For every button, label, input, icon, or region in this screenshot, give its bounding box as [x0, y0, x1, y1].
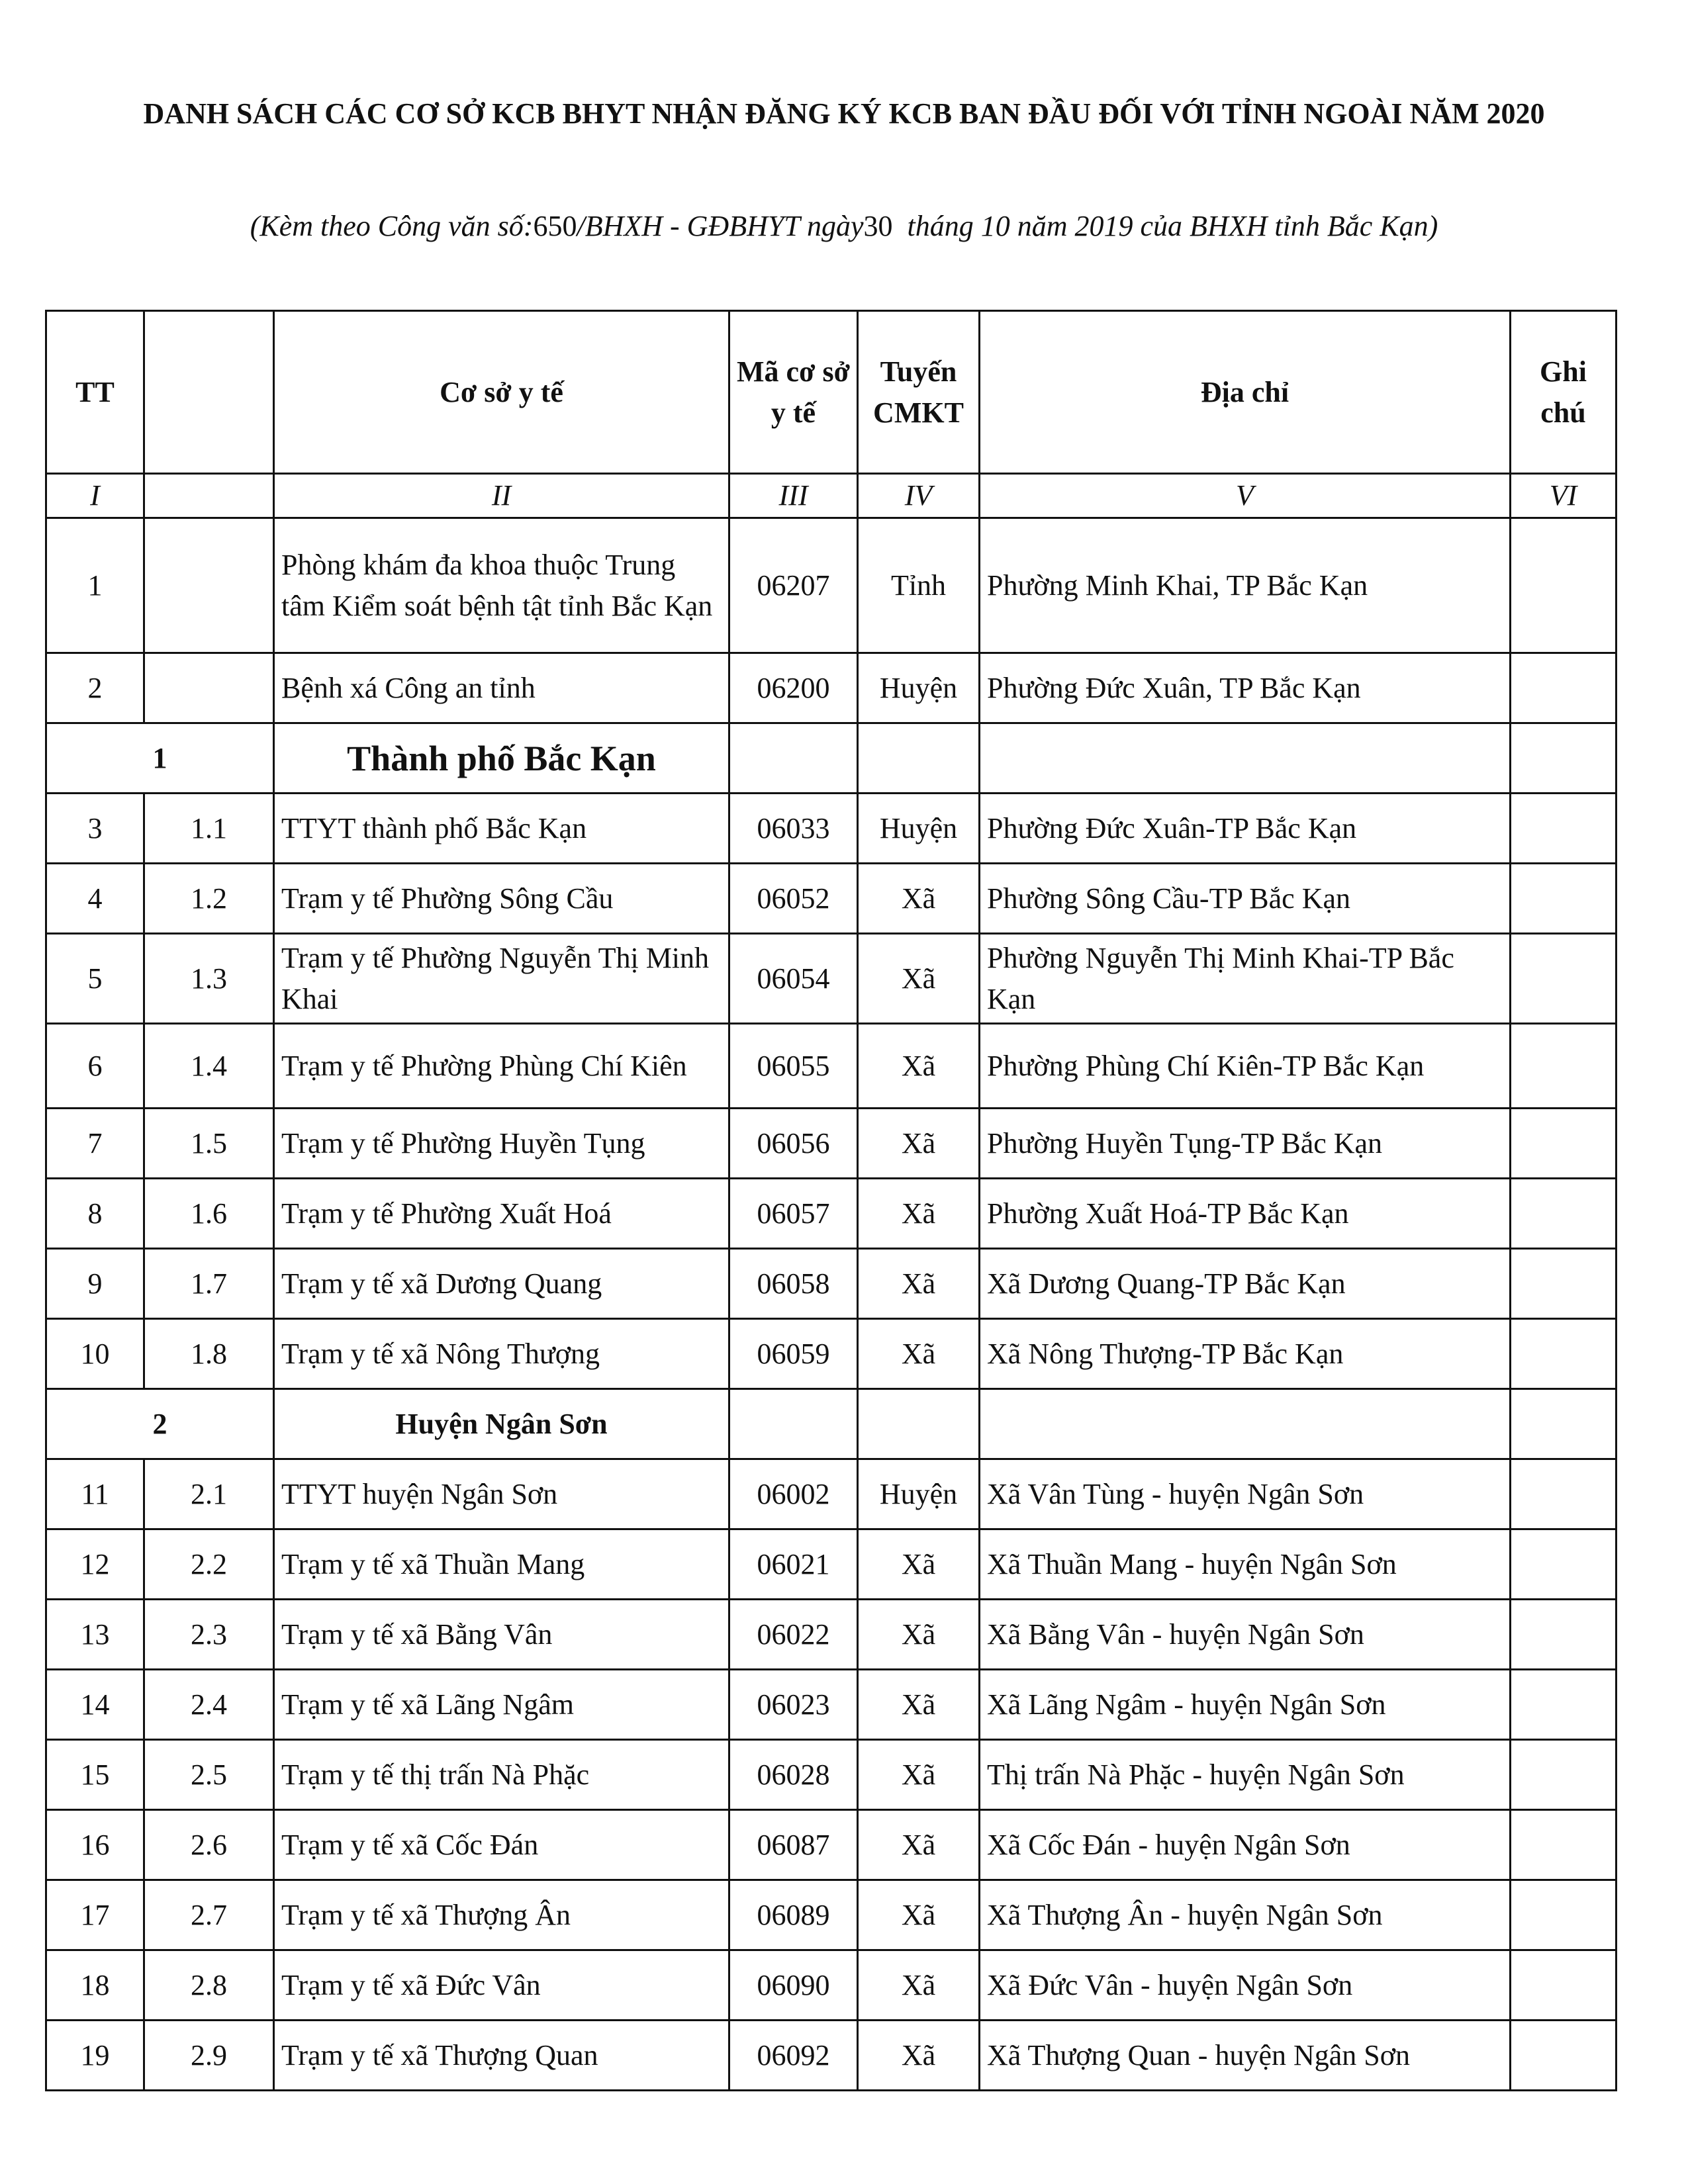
- roman-cell: VI: [1511, 474, 1617, 518]
- cell-sub: 1.6: [144, 1179, 274, 1249]
- cell-code: 06200: [729, 653, 858, 723]
- cell-facility: Trạm y tế xã Cốc Đán: [274, 1810, 729, 1880]
- subtitle-middle: /BHXH - GĐBHYT ngày: [577, 210, 864, 242]
- cell-tt: 8: [46, 1179, 144, 1249]
- cell-facility: Trạm y tế Phường Nguyễn Thị Minh Khai: [274, 934, 729, 1024]
- table-row: [46, 864, 1617, 934]
- empty-cell: [858, 723, 980, 794]
- cell-tt: 15: [46, 1740, 144, 1810]
- section-row: [46, 1389, 1617, 1459]
- cell-sub: 2.9: [144, 2021, 274, 2091]
- cell-address: Phường Nguyễn Thị Minh Khai-TP Bắc Kạn: [980, 934, 1511, 1024]
- table-row: [46, 2021, 1617, 2091]
- empty-cell: [729, 723, 858, 794]
- table-row: [46, 518, 1617, 653]
- cell-level: Xã: [858, 1950, 980, 2021]
- cell-tt: 4: [46, 864, 144, 934]
- cell-address: Phường Minh Khai, TP Bắc Kạn: [980, 518, 1511, 653]
- cell-address: Xã Bằng Vân - huyện Ngân Sơn: [980, 1600, 1511, 1670]
- cell-sub: 1.8: [144, 1319, 274, 1389]
- cell-code: 06056: [729, 1109, 858, 1179]
- subtitle-number: 650: [533, 210, 577, 242]
- table-row: [46, 1024, 1617, 1109]
- cell-code: 06054: [729, 934, 858, 1024]
- cell-level: Xã: [858, 1529, 980, 1600]
- cell-tt: 11: [46, 1459, 144, 1529]
- table-row: [46, 653, 1617, 723]
- cell-code: 06023: [729, 1670, 858, 1740]
- cell-code: 06092: [729, 2021, 858, 2091]
- cell-level: Xã: [858, 1249, 980, 1319]
- cell-level: Xã: [858, 1670, 980, 1740]
- cell-sub: [144, 653, 274, 723]
- header-level: Tuyến CMKT: [858, 311, 980, 474]
- table-row: [46, 1109, 1617, 1179]
- roman-cell: V: [980, 474, 1511, 518]
- cell-facility: Trạm y tế xã Bằng Vân: [274, 1600, 729, 1670]
- cell-note: [1511, 518, 1617, 653]
- roman-cell: III: [729, 474, 858, 518]
- cell-address: Xã Dương Quang-TP Bắc Kạn: [980, 1249, 1511, 1319]
- header-tt: TT: [46, 311, 144, 474]
- cell-level: Xã: [858, 864, 980, 934]
- table-row: [46, 934, 1617, 1024]
- cell-facility: Trạm y tế Phường Phùng Chí Kiên: [274, 1024, 729, 1109]
- cell-note: [1511, 2021, 1617, 2091]
- cell-sub: 1.3: [144, 934, 274, 1024]
- cell-facility: Trạm y tế Phường Xuất Hoá: [274, 1179, 729, 1249]
- cell-code: 06090: [729, 1950, 858, 2021]
- table-row: [46, 794, 1617, 864]
- table-row: [46, 1529, 1617, 1600]
- cell-address: Xã Thuần Mang - huyện Ngân Sơn: [980, 1529, 1511, 1600]
- cell-address: Phường Đức Xuân, TP Bắc Kạn: [980, 653, 1511, 723]
- cell-tt: 6: [46, 1024, 144, 1109]
- cell-sub: 2.7: [144, 1880, 274, 1950]
- table-row: [46, 1179, 1617, 1249]
- header-code: Mã cơ sở y tế: [729, 311, 858, 474]
- cell-level: Xã: [858, 1109, 980, 1179]
- subtitle-suffix: tháng 10 năm 2019 của BHXH tỉnh Bắc Kạn): [892, 210, 1438, 242]
- cell-sub: 1.2: [144, 864, 274, 934]
- cell-tt: 14: [46, 1670, 144, 1740]
- cell-code: 06087: [729, 1810, 858, 1880]
- cell-address: Phường Phùng Chí Kiên-TP Bắc Kạn: [980, 1024, 1511, 1109]
- cell-code: 06021: [729, 1529, 858, 1600]
- cell-tt: 16: [46, 1810, 144, 1880]
- cell-facility: Trạm y tế xã Nông Thượng: [274, 1319, 729, 1389]
- table-row: [46, 1249, 1617, 1319]
- cell-note: [1511, 1670, 1617, 1740]
- cell-sub: 1.1: [144, 794, 274, 864]
- header-address: Địa chỉ: [980, 311, 1511, 474]
- cell-level: Xã: [858, 934, 980, 1024]
- cell-sub: 2.6: [144, 1810, 274, 1880]
- section-row: [46, 723, 1617, 794]
- cell-tt: 1: [46, 518, 144, 653]
- cell-sub: 2.2: [144, 1529, 274, 1600]
- section-number: 1: [46, 723, 274, 794]
- cell-note: [1511, 1600, 1617, 1670]
- cell-facility: Trạm y tế xã Lãng Ngâm: [274, 1670, 729, 1740]
- cell-tt: 10: [46, 1319, 144, 1389]
- header-note: Ghi chú: [1511, 311, 1617, 474]
- cell-tt: 13: [46, 1600, 144, 1670]
- cell-code: 06057: [729, 1179, 858, 1249]
- cell-address: Xã Thượng Quan - huyện Ngân Sơn: [980, 2021, 1511, 2091]
- cell-note: [1511, 1249, 1617, 1319]
- cell-note: [1511, 1109, 1617, 1179]
- cell-code: 06055: [729, 1024, 858, 1109]
- cell-address: Xã Nông Thượng-TP Bắc Kạn: [980, 1319, 1511, 1389]
- table-row: [46, 1950, 1617, 2021]
- table-row: [46, 1740, 1617, 1810]
- cell-code: 06022: [729, 1600, 858, 1670]
- empty-cell: [858, 1389, 980, 1459]
- cell-sub: [144, 518, 274, 653]
- cell-facility: TTYT huyện Ngân Sơn: [274, 1459, 729, 1529]
- subtitle-prefix: (Kèm theo Công văn số:: [250, 210, 534, 242]
- cell-tt: 19: [46, 2021, 144, 2091]
- cell-facility: Trạm y tế Phường Sông Cầu: [274, 864, 729, 934]
- cell-code: 06028: [729, 1740, 858, 1810]
- cell-level: Huyện: [858, 794, 980, 864]
- cell-facility: Trạm y tế xã Thượng Quan: [274, 2021, 729, 2091]
- cell-address: Xã Thượng Ân - huyện Ngân Sơn: [980, 1880, 1511, 1950]
- cell-facility: Trạm y tế xã Thuần Mang: [274, 1529, 729, 1600]
- cell-address: Thị trấn Nà Phặc - huyện Ngân Sơn: [980, 1740, 1511, 1810]
- table-row: [46, 1459, 1617, 1529]
- table-row: [46, 1880, 1617, 1950]
- empty-cell: [1511, 1389, 1617, 1459]
- facility-table: [45, 310, 1617, 2091]
- roman-cell: IV: [858, 474, 980, 518]
- cell-address: Phường Huyền Tụng-TP Bắc Kạn: [980, 1109, 1511, 1179]
- cell-facility: Bệnh xá Công an tỉnh: [274, 653, 729, 723]
- header-facility: Cơ sở y tế: [274, 311, 729, 474]
- cell-level: Huyện: [858, 1459, 980, 1529]
- header-sub: [144, 311, 274, 474]
- cell-level: Xã: [858, 1880, 980, 1950]
- cell-code: 06052: [729, 864, 858, 934]
- cell-note: [1511, 1459, 1617, 1529]
- cell-code: 06089: [729, 1880, 858, 1950]
- table-row: [46, 1670, 1617, 1740]
- cell-note: [1511, 864, 1617, 934]
- cell-code: 06002: [729, 1459, 858, 1529]
- empty-cell: [1511, 723, 1617, 794]
- empty-cell: [729, 1389, 858, 1459]
- cell-facility: Phòng khám đa khoa thuộc Trung tâm Kiểm soát bệnh tật tỉnh Bắc Kạn: [274, 518, 729, 653]
- cell-level: Xã: [858, 1319, 980, 1389]
- document-subtitle: [40, 206, 1648, 246]
- cell-level: Xã: [858, 1740, 980, 1810]
- table-row: [46, 1319, 1617, 1389]
- roman-cell: I: [46, 474, 144, 518]
- cell-note: [1511, 1880, 1617, 1950]
- cell-note: [1511, 934, 1617, 1024]
- cell-address: Xã Vân Tùng - huyện Ngân Sơn: [980, 1459, 1511, 1529]
- cell-note: [1511, 653, 1617, 723]
- cell-sub: 1.4: [144, 1024, 274, 1109]
- cell-note: [1511, 794, 1617, 864]
- roman-numeral-row: [46, 474, 1617, 518]
- cell-sub: 1.5: [144, 1109, 274, 1179]
- cell-note: [1511, 1024, 1617, 1109]
- cell-note: [1511, 1179, 1617, 1249]
- cell-note: [1511, 1319, 1617, 1389]
- empty-cell: [980, 1389, 1511, 1459]
- table-row: [46, 1600, 1617, 1670]
- section-title: Thành phố Bắc Kạn: [274, 723, 729, 794]
- cell-sub: 2.3: [144, 1600, 274, 1670]
- cell-level: Xã: [858, 1179, 980, 1249]
- cell-facility: Trạm y tế xã Đức Vân: [274, 1950, 729, 2021]
- cell-note: [1511, 1740, 1617, 1810]
- cell-address: Xã Lãng Ngâm - huyện Ngân Sơn: [980, 1670, 1511, 1740]
- cell-sub: 2.8: [144, 1950, 274, 2021]
- cell-tt: 17: [46, 1880, 144, 1950]
- cell-tt: 9: [46, 1249, 144, 1319]
- cell-tt: 18: [46, 1950, 144, 2021]
- cell-note: [1511, 1810, 1617, 1880]
- cell-facility: Trạm y tế xã Dương Quang: [274, 1249, 729, 1319]
- cell-tt: 12: [46, 1529, 144, 1600]
- cell-level: Huyện: [858, 653, 980, 723]
- cell-address: Phường Xuất Hoá-TP Bắc Kạn: [980, 1179, 1511, 1249]
- cell-code: 06033: [729, 794, 858, 864]
- cell-tt: 5: [46, 934, 144, 1024]
- cell-tt: 3: [46, 794, 144, 864]
- cell-address: Phường Sông Cầu-TP Bắc Kạn: [980, 864, 1511, 934]
- cell-code: 06207: [729, 518, 858, 653]
- cell-sub: 1.7: [144, 1249, 274, 1319]
- cell-level: Xã: [858, 2021, 980, 2091]
- cell-address: Xã Đức Vân - huyện Ngân Sơn: [980, 1950, 1511, 2021]
- cell-level: Xã: [858, 1810, 980, 1880]
- cell-sub: 2.1: [144, 1459, 274, 1529]
- section-title: Huyện Ngân Sơn: [274, 1389, 729, 1459]
- roman-cell: [144, 474, 274, 518]
- cell-facility: TTYT thành phố Bắc Kạn: [274, 794, 729, 864]
- cell-level: Tỉnh: [858, 518, 980, 653]
- cell-sub: 2.5: [144, 1740, 274, 1810]
- cell-tt: 7: [46, 1109, 144, 1179]
- cell-tt: 2: [46, 653, 144, 723]
- cell-level: Xã: [858, 1600, 980, 1670]
- cell-sub: 2.4: [144, 1670, 274, 1740]
- subtitle-day: 30: [863, 210, 893, 242]
- cell-facility: Trạm y tế xã Thượng Ân: [274, 1880, 729, 1950]
- roman-cell: II: [274, 474, 729, 518]
- cell-address: Xã Cốc Đán - huyện Ngân Sơn: [980, 1810, 1511, 1880]
- cell-code: 06059: [729, 1319, 858, 1389]
- cell-code: 06058: [729, 1249, 858, 1319]
- cell-level: Xã: [858, 1024, 980, 1109]
- cell-facility: Trạm y tế thị trấn Nà Phặc: [274, 1740, 729, 1810]
- document-title: DANH SÁCH CÁC CƠ SỞ KCB BHYT NHẬN ĐĂNG KÝ KCB BAN ĐẦU ĐỐI VỚI TỈNH NGOÀI NĂM 2020: [143, 97, 1545, 130]
- cell-facility: Trạm y tế Phường Huyền Tụng: [274, 1109, 729, 1179]
- header-row: [46, 311, 1617, 474]
- cell-address: Phường Đức Xuân-TP Bắc Kạn: [980, 794, 1511, 864]
- empty-cell: [980, 723, 1511, 794]
- section-number: 2: [46, 1389, 274, 1459]
- table-row: [46, 1810, 1617, 1880]
- cell-note: [1511, 1950, 1617, 2021]
- cell-note: [1511, 1529, 1617, 1600]
